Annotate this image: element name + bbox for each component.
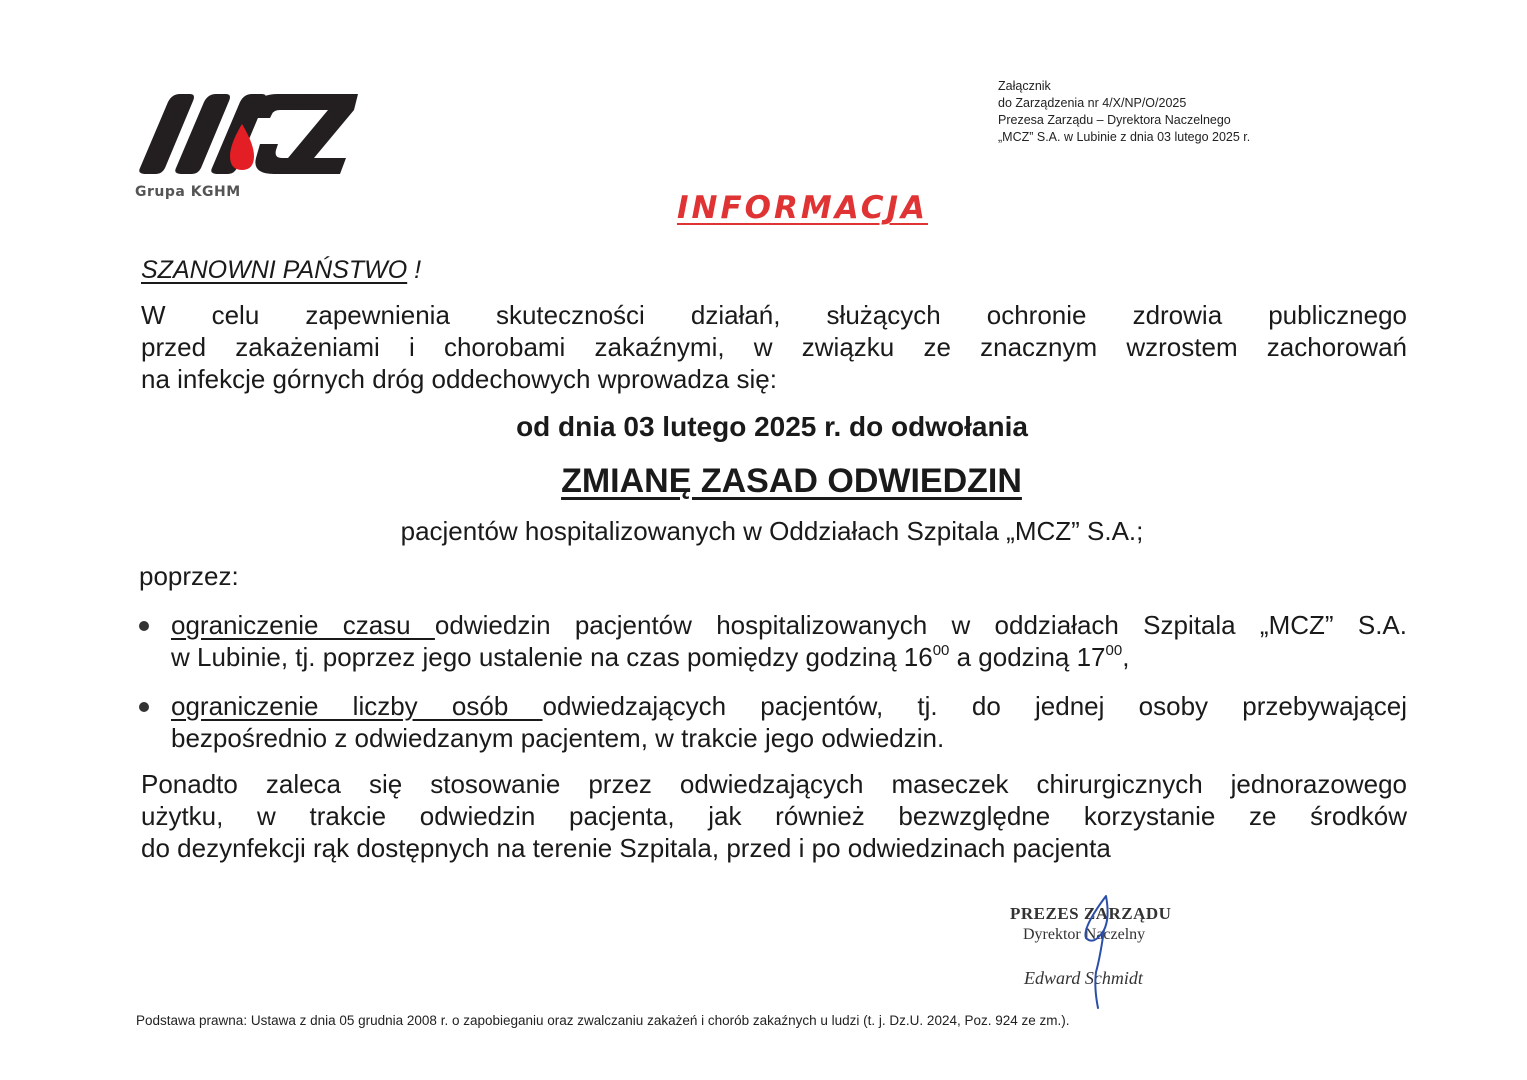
hour-superscript: 00	[932, 642, 950, 659]
intro-line: W celu zapewnienia skuteczności działań, służących ochronie zdrowia publicznego	[141, 300, 1407, 330]
mcz-logo	[132, 88, 364, 204]
intro-line: na infekcje górnych dróg oddechowych wprowadza się:	[141, 364, 777, 394]
mcz-logo-mark	[132, 88, 364, 184]
recommendation-line: użytku, w trakcie odwiedzin pacjenta, jak również bezwzględne korzystanie ze środków	[141, 801, 1407, 831]
bullet-text	[171, 609, 1407, 673]
bullet-text	[171, 690, 1407, 754]
through-label: poprzez:	[139, 561, 239, 591]
bullet-item-visiting-hours	[139, 609, 1407, 679]
date-line-text: od dnia 03 lutego 2025 r. do odwołania	[516, 411, 1028, 442]
legal-basis: Podstawa prawna: Ustawa z dnia 05 grudnia 2008 r. o zapobieganiu oraz zwalczaniu zakażeń i chorób zakaźnych u ludzi (t. j. Dz.U. 2024, Poz. 924 ze zm.).	[136, 1013, 1070, 1028]
date-line	[0, 411, 1527, 443]
recommendation-paragraph	[141, 768, 1407, 864]
recommendation-line: do dezynfekcji rąk dostępnych na terenie Szpitala, przed i po odwiedzinach pacjenta	[141, 833, 1111, 863]
bullet-icon	[139, 621, 149, 631]
logo-subtitle: Grupa KGHM	[135, 184, 241, 200]
greeting-text: SZANOWNI PAŃSTWO	[141, 256, 408, 284]
bullet-underlined: ograniczenie czasu	[171, 610, 435, 640]
hour-superscript: 00	[1105, 642, 1123, 659]
bullet-underlined: ograniczenie liczby osób	[171, 691, 543, 721]
attachment-line: „MCZ” S.A. w Lubinie z dnia 03 lutego 2025 r.	[998, 130, 1251, 144]
bullet-line: bezpośrednio z odwiedzanym pacjentem, w trakcie jego odwiedzin.	[171, 723, 945, 753]
bullet-line-part: ,	[1122, 642, 1130, 672]
handwritten-signature-icon	[1074, 888, 1134, 1012]
greeting	[141, 256, 421, 285]
bullet-line	[171, 690, 1407, 722]
bullet-line-part: a godziną 17	[949, 642, 1106, 672]
attachment-line: Załącznik	[998, 79, 1051, 93]
headline	[0, 462, 1527, 501]
attachment-line: Prezesa Zarządu – Dyrektora Naczelnego	[998, 113, 1231, 127]
bullet-item-visitor-limit	[139, 690, 1407, 760]
signature-name: Edward Schmidt	[1024, 968, 1143, 988]
intro-line: przed zakażeniami i chorobami zakaźnymi, w związku ze znacznym wzrostem zachorowań	[141, 332, 1407, 362]
attachment-line: do Zarządzenia nr 4/X/NP/O/2025	[998, 96, 1187, 110]
headline-text: ZMIANĘ ZASAD ODWIEDZIN	[561, 462, 1022, 500]
recommendation-line: Ponadto zaleca się stosowanie przez odwiedzających maseczek chirurgicznych jednorazowego	[141, 769, 1407, 799]
bullet-line	[171, 641, 1407, 673]
patients-line-text: pacjentów hospitalizowanych w Oddziałach Szpitala „MCZ” S.A.;	[400, 516, 1144, 546]
bullet-line-rest: odwiedzających pacjentów, tj. do jednej osoby przebywającej	[542, 691, 1408, 721]
bullet-icon	[139, 702, 149, 712]
signature-role: Dyrektor Naczelny	[1023, 926, 1146, 943]
signature-stamp	[990, 900, 1220, 1010]
signature-title: PREZES ZARZĄDU	[1010, 904, 1172, 923]
document-title	[0, 190, 1527, 226]
greeting-mark: !	[407, 256, 422, 284]
title-text: INFORMACJA	[676, 190, 929, 226]
bullet-line-rest: odwiedzin pacjentów hospitalizowanych w oddziałach Szpitala „MCZ” S.A.	[434, 610, 1407, 640]
patients-line	[0, 516, 1527, 547]
intro-paragraph	[141, 299, 1407, 395]
attachment-header	[998, 78, 1250, 146]
bullet-line	[171, 609, 1407, 641]
bullet-line-part: w Lubinie, tj. poprzez jego ustalenie na czas pomiędzy godziną 16	[171, 642, 933, 672]
